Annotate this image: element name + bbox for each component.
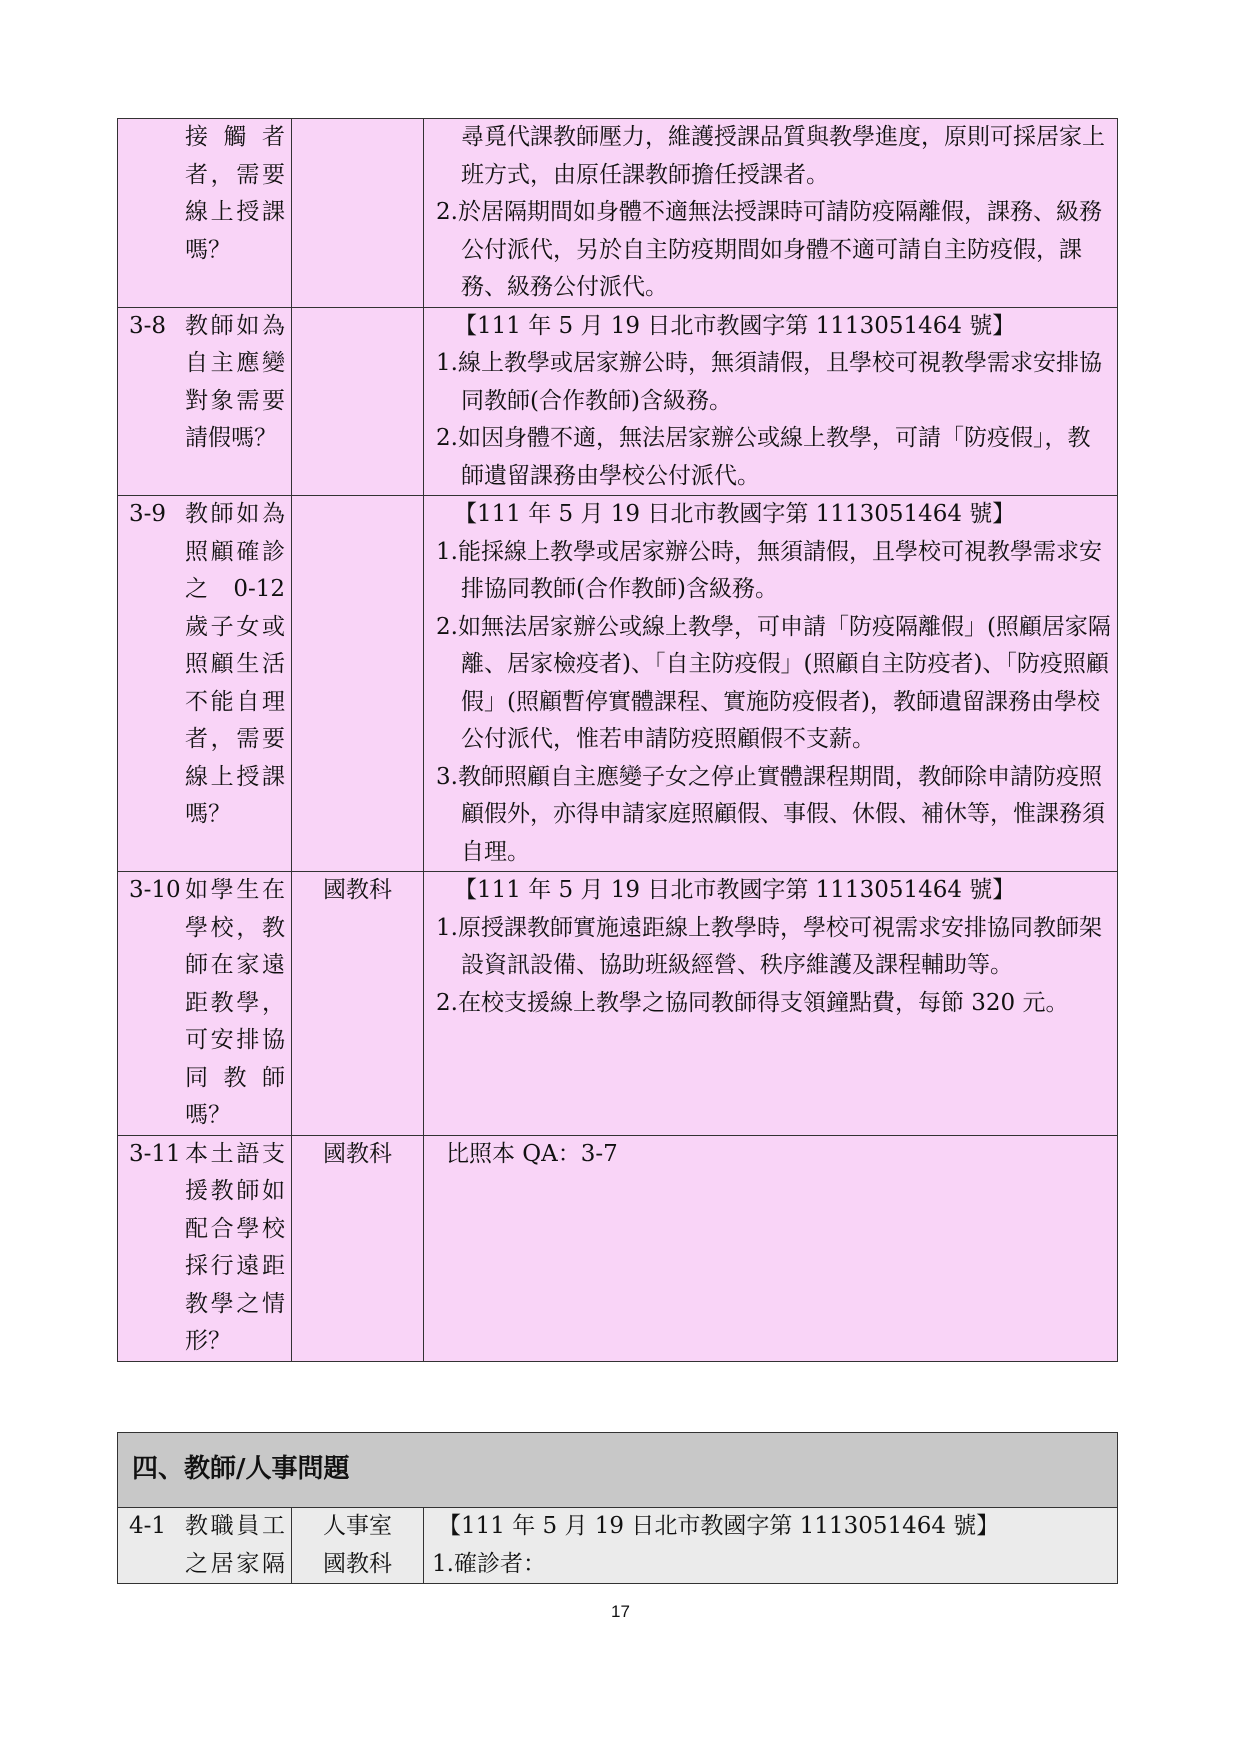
question-cell — [118, 872, 292, 1136]
question-number — [118, 119, 184, 269]
question-number: 3-10 — [129, 877, 181, 903]
question-text: 接觸者 者，需要 線上授課 嗎？ — [185, 124, 285, 263]
dept-cell — [292, 1135, 424, 1361]
question-text: 教師如為 自主應變 對象需要 請假嗎？ — [185, 312, 285, 451]
reference-citation: 【111 年 5 月 19 日北市教國字第 1113051464 號】 — [454, 877, 1016, 903]
section-table — [117, 1432, 1118, 1584]
dept-label: 國教科 — [323, 1140, 392, 1167]
table-row — [118, 1135, 1118, 1361]
answer-item: 1.原授課教師實施遠距線上教學時，學校可視需求安排協同教師架設資訊設備、協助班級經營、秩序維護及課程輔助等。 — [436, 914, 1102, 978]
dept-cell — [292, 119, 424, 308]
answer-cell — [424, 307, 1118, 496]
answer-cell — [424, 119, 1118, 308]
dept-cell — [292, 872, 424, 1136]
section-header-row — [118, 1433, 1118, 1508]
answer-item: 尋覓代課教師壓力，維護授課品質與教學進度，原則可採居家上班方式，由原任課教師擔任授課者。 — [461, 124, 1105, 188]
question-cell — [118, 1508, 292, 1584]
question-text: 教職員工 之居家隔 — [185, 1513, 285, 1577]
dept-cell — [292, 307, 424, 496]
answer-item: 1.能採線上教學或居家辦公時，無須請假，且學校可視教學需求安排協同教師(合作教師)含級務。 — [436, 538, 1102, 602]
question-text: 教師如為 照顧確診 之 0-12 歲子女或 照顧生活 不能自理 者，需要 線上授課 嗎？ — [185, 501, 285, 827]
table-row — [118, 307, 1118, 496]
table-row — [118, 872, 1118, 1136]
question-cell — [118, 119, 292, 308]
question-number: 3-9 — [129, 501, 167, 527]
reference-citation: 【111 年 5 月 19 日北市教國字第 1113051464 號】 — [454, 312, 1016, 339]
question-number: 3-8 — [129, 312, 167, 339]
question-number: 4-1 — [129, 1513, 167, 1539]
dept-cell — [292, 1508, 424, 1584]
question-number: 3-11 — [129, 1140, 181, 1167]
section-title: 四、教師/人事問題 — [118, 1433, 1118, 1508]
answer-cell — [424, 872, 1118, 1136]
answer-cell — [424, 496, 1118, 872]
answer-item: 1.線上教學或居家辦公時，無須請假，且學校可視教學需求安排協同教師(合作教師)含級務。 — [436, 350, 1102, 414]
question-cell — [118, 1135, 292, 1361]
page-number: 17 — [611, 1602, 630, 1621]
reference-citation: 【111 年 5 月 19 日北市教國字第 1113051464 號】 — [438, 1513, 1000, 1539]
table-row — [118, 119, 1118, 308]
qa-table — [117, 118, 1118, 1362]
dept-label: 國教科 — [323, 877, 392, 903]
question-cell — [118, 307, 292, 496]
answer-item: 2.於居隔期間如身體不適無法授課時可請防疫隔離假，課務、級務公付派代，另於自主防疫期間如身體不適可請自主防疫假，課務、級務公付派代。 — [436, 199, 1102, 300]
question-text: 本土語支 援教師如 配合學校 採行遠距 教學之情 形？ — [185, 1140, 285, 1354]
dept-label: 國教科 — [323, 1550, 392, 1577]
dept-cell — [292, 496, 424, 872]
table-row — [118, 1508, 1118, 1584]
answer-cell — [424, 1135, 1118, 1361]
answer-item: 3.教師照顧自主應變子女之停止實體課程期間，教師除申請防疫照顧假外，亦得申請家庭照顧假、事假、休假、補休等，惟課務須自理。 — [436, 763, 1105, 865]
question-text: 如學生在 學校，教 師在家遠 距教學， 可安排協 同教師 嗎？ — [185, 877, 285, 1128]
table-row — [118, 496, 1118, 872]
answer-item: 2.在校支援線上教學之協同教師得支領鐘點費，每節 320 元。 — [436, 989, 1069, 1016]
answer-text: 比照本 QA：3-7 — [446, 1140, 618, 1167]
dept-label: 人事室 — [323, 1513, 392, 1539]
answer-cell — [424, 1508, 1118, 1584]
answer-item: 2.如因身體不適，無法居家辦公或線上教學，可請「防疫假」，教師遺留課務由學校公付派代。 — [436, 425, 1091, 489]
answer-item: 1.確診者： — [432, 1550, 546, 1577]
question-cell — [118, 496, 292, 872]
answer-item: 2.如無法居家辦公或線上教學，可申請「防疫隔離假」(照顧居家隔離、居家檢疫者)、「自主防疫假」(照顧自主防疫者)、「防疫照顧假」(照顧暫停實體課程、實施防疫假者)，教師遺留課務由學校公付派代，惟若申請防疫照顧假不支薪。 — [436, 613, 1111, 752]
reference-citation: 【111 年 5 月 19 日北市教國字第 1113051464 號】 — [454, 501, 1016, 527]
